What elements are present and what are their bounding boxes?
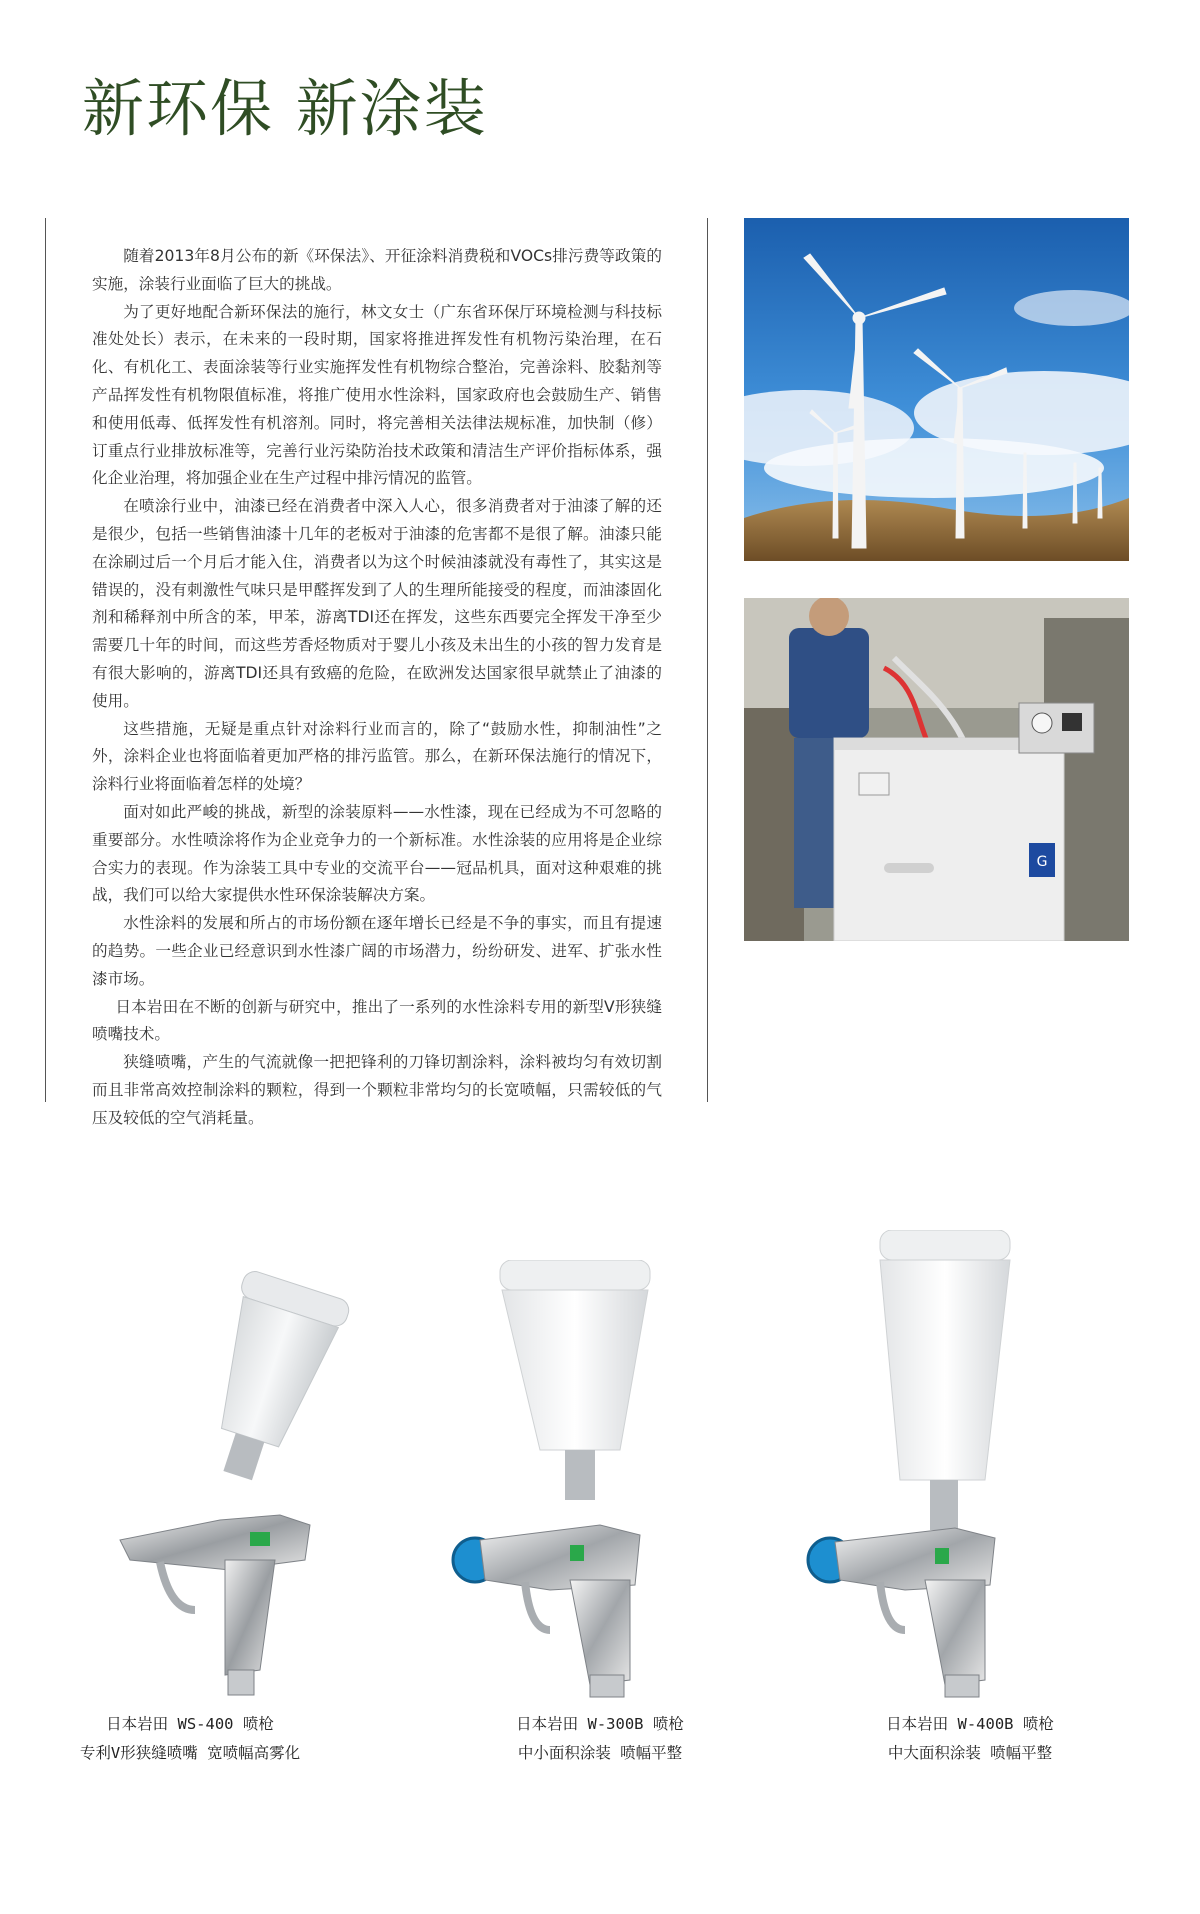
product-description: 专利V形狭缝喷嘴 宽喷幅高雾化 bbox=[79, 1744, 301, 1762]
product-caption-w-300b bbox=[480, 1710, 720, 1768]
page-title: 新环保 新涂装 bbox=[82, 72, 488, 145]
product-description: 中大面积涂装 喷幅平整 bbox=[887, 1744, 1053, 1762]
product-description: 中小面积涂装 喷幅平整 bbox=[517, 1744, 683, 1762]
wind-turbine-photo bbox=[744, 218, 1129, 561]
svg-text:G: G bbox=[1036, 854, 1048, 870]
article-body bbox=[92, 243, 662, 1133]
w-300b-spray-gun-image bbox=[430, 1260, 690, 1700]
article-paragraph: 这些措施，无疑是重点针对涂料行业而言的，除了“鼓励水性，抑制油性”之外，涂料企业也将面临着更加严格的排污监管。那么，在新环保法施行的情况下，涂料行业将面临着怎样的处境？ bbox=[92, 719, 662, 794]
article-paragraph: 面对如此严峻的挑战，新型的涂装原料——水性漆，现在已经成为不可忽略的重要部分。水性喷涂将作为企业竞争力的一个新标准。水性涂装的应用将是企业综合实力的表现。作为涂装工具中专业的交流平台——冠品机具，面对这种艰难的挑战，我们可以给大家提供水性环保涂装解决方案。 bbox=[92, 802, 662, 905]
paint-booth-photo bbox=[744, 598, 1129, 941]
product-name: 日本岩田 WS-400 喷枪 bbox=[106, 1715, 274, 1733]
product-name: 日本岩田 W-300B 喷枪 bbox=[516, 1715, 684, 1733]
product-caption-w-400b bbox=[850, 1710, 1090, 1768]
article-paragraph: 水性涂料的发展和所占的市场份额在逐年增长已经是不争的事实，而且有提速的趋势。一些企业已经意识到水性漆广阔的市场潜力，纷纷研发、进军、扩张水性漆市场。 bbox=[92, 914, 662, 988]
article-paragraph: 为了更好地配合新环保法的施行，林文女士（广东省环保厅环境检测与科技标准处处长）表示，在未来的一段时期，国家将推进挥发性有机物污染治理，在石化、有机化工、表面涂装等行业实施挥发性有机物综合整治，完善涂料、胶黏剂等产品挥发性有机物限值标准，将推广使用水性涂料，国家政府也会鼓励生产、销售和使用低毒、低挥发性有机溶剂。同时，将完善相关法律法规标准，加快制（修）订重点行业排放标准等，完善行业污染防治技术政策和清洁生产评价指标体系，强化企业治理，将加强企业在生产过程中排污情况的监管。 bbox=[92, 302, 662, 488]
article-paragraph: 随着2013年8月公布的新《环保法》、开征涂料消费税和VOCs排污费等政策的实施，涂装行业面临了巨大的挑战。 bbox=[92, 247, 662, 293]
w-400b-spray-gun-image bbox=[785, 1230, 1045, 1700]
article-paragraph: 在喷涂行业中，油漆已经在消费者中深入人心，很多消费者对于油漆了解的还是很少，包括一些销售油漆十几年的老板对于油漆的危害都不是很了解。油漆只能在涂刷过后一个月后才能入住，消费者以为这个时候油漆就没有毒性了，其实这是错误的，没有刺激性气味只是甲醛挥发到了人的生理所能接受的程度，而油漆固化剂和稀释剂中所含的苯，甲苯，游离TDI还在挥发，这些东西要完全挥发干净至少需要几十年的时间，而这些芳香烃物质对于婴儿小孩及未出生的小孩的智力发育是有很大影响的，游离TDI还具有致癌的危险，在欧洲发达国家很早就禁止了油漆的使用。 bbox=[92, 497, 662, 710]
column-divider-right bbox=[707, 218, 708, 1102]
ws-400-spray-gun-image bbox=[100, 1270, 360, 1700]
product-caption-ws-400 bbox=[40, 1710, 340, 1768]
article-paragraph: 日本岩田在不断的创新与研究中，推出了一系列的水性涂料专用的新型V形狭缝喷嘴技术。 bbox=[92, 997, 662, 1044]
column-divider-left bbox=[45, 218, 46, 1102]
article-paragraph: 狭缝喷嘴，产生的气流就像一把把锋利的刀锋切割涂料，涂料被均匀有效切割而且非常高效控制涂料的颗粒，得到一个颗粒非常均匀的长宽喷幅，只需较低的气压及较低的空气消耗量。 bbox=[92, 1053, 662, 1127]
product-name: 日本岩田 W-400B 喷枪 bbox=[886, 1715, 1054, 1733]
